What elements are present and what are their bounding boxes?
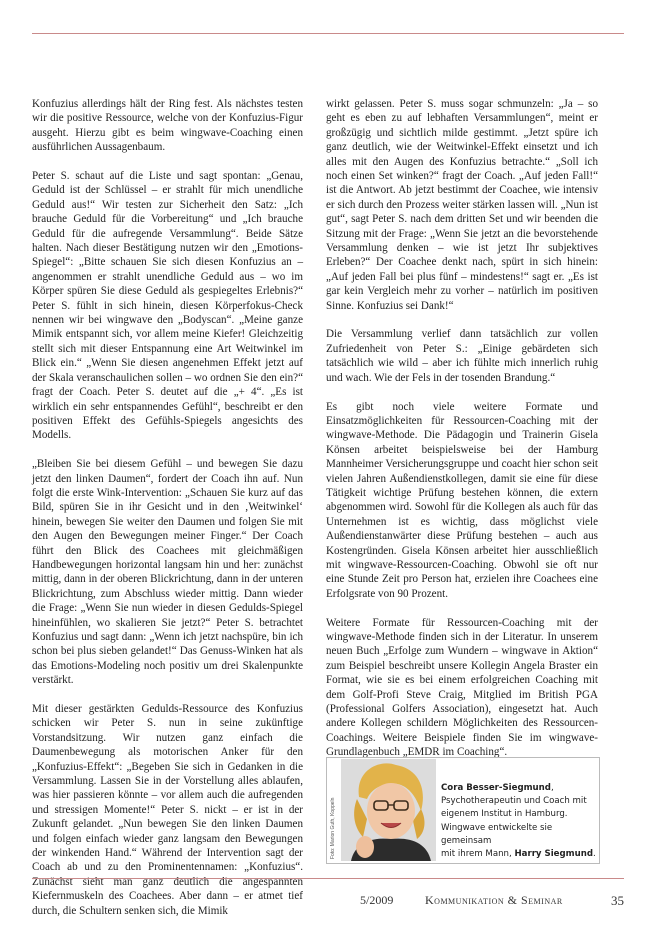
paragraph: Die Versammlung verlief dann tatsächlich zur vollen Zufriedenheit von Peter S.: „Einige gebärdeten sich tatsächlich wie wild – aber ich fühlte mich innerlich ruhig und wach. Wie der Fels in der tosenden Brandung.“ [326,328,598,384]
paragraph: Peter S. schaut auf die Liste und sagt spontan: „Genau, Geduld ist der Schlüssel – er strahlt für mich unendliche Geduld aus!“ Wir testen zur Sicherheit den Satz: „Ich brauche Geduld für die Vorbereitung“ und „Ich brauche Geduld für die aufregende Versammlung“. Beide Sätze halten. Nach dieser Bestätigung nutzen wir den „Emotions-Spiegel“: „Bitte schauen Sie sich diesen Konfuzius an – angenommen er strahlt unendliche Geduld aus – wo im Körper spüren Sie diese Geduld als gespiegeltes Erlebnis?“ Peter S. fühlt in sich hinein, diesen Körperfokus-Check nennen wir bei wingwave den „Bodyscan“. „Meine ganze Mimik entspannt sich, vor allem meine Kiefer! Gleichzeitig stellt sich mit dieser Entspannung eine Art Weitwinkel im Blick ein.“ „Wenn Sie diesen angenehmen Effekt jetzt auf der Skala veranschaulichen sollen – wo ordnen Sie den ein?“ fragt der Coach. Peter S. deutet auf die „+ 4“. „Es ist wirklich ein sehr entspannendes Gefühl“, beschreibt er den positiven Effekt des Gefühls-Spiegels angesichts des Modells. [32,170,303,442]
author-photo [341,759,436,861]
paragraph: Konfuzius allerdings hält der Ring fest. Als nächstes testen wir die positive Ressource, welche von der Konfuzius-Figur ausgeht. Hierzu gibt es beim wingwave-Coaching einen ausführlichen Aussagenbaum. [32,98,303,154]
paragraph: Weitere Formate für Ressourcen-Coaching mit der wingwave-Methode finden sich in der Literatur. In unserem neuen Buch „Erfolge zum Wundern – wingwave in Aktion“ zum Beispiel beschreibt unsere Kollegin Angela Braster ein Format, wie sie es bei einem erfolgreichen Coaching mit dem Golf-Profi Steve Craig, Mitglied im British PGA (Professional Golfers Association), eingesetzt hat. Auch andere Kollegen schildern Möglichkeiten des Ressourcen-Coachings. Weitere Beispiele finden Sie im wingwave-Grundlagenbuch „EMDR im Coaching“. [326,616,598,759]
paragraph: Mit dieser gestärkten Gedulds-Ressource des Konfuzius schicken wir Peter S. nun in seine zukünftige Vorstandsitzung. Wir nutzen ganz einfach die Daumenbewegung als motorischen Anker für den „Konfuzius-Effekt“: „Begeben Sie sich in Gedanken in die Versammlung. Lassen Sie in der Vorstellung alles ablaufen, was hier passieren könnte – vor allem auch die aufregenden und stressigen Momente!“ Peter S. nickt – er ist in der Zukunft gelandet. „Nun bewegen Sie den linken Daumen und folgen einfach wieder ganz langsam den Bewegungen der winkenden Hand.“ Während der Intervention sagt der Coach ab und zu den Prominentennamen: „Konfuzius“. Zunächst sieht man ganz deutlich die angespannten Kiefernmuskeln des Coachees. Aber dann – er atmet tief durch, die Schultern senken sich, die Mimik [32,703,303,917]
top-rule [32,33,624,34]
portrait-image [341,759,436,861]
publication-name: Kommunikation & Seminar [425,893,563,907]
bottom-rule [32,878,624,879]
left-column [32,97,303,933]
author-name: Cora Besser-Siegmund [441,783,551,793]
photo-credit: Foto: Marion Guth, Koppeln [330,797,336,859]
paragraph: „Bleiben Sie bei diesem Gefühl – und bewegen Sie dazu jetzt den linken Daumen“, fordert der Coach ihn auf. Nun folgt die erste Wink-Intervention: „Schauen Sie kurz auf das Bild, spüren Sie in ihr Gesicht und in den ‚Weitwinkel‘ hinein, bewegen Sie weiter den Daumen und folgen Sie mit den Augen den Bewegungen meiner Finger.“ Der Coach führt den Blick des Coachees mit gleichmäßigen Handbewegungen horizontal langsam hin und her: zunächst mittig, dann in der oberen Blickrichtung, dann in der unteren Blickrichtung, zum Abschluss wieder mittig. Dann wieder die Frage: „Wenn Sie nun wieder in diesen Gedulds-Spiegel hineinfühlen, wo skalieren Sie jetzt?“ Peter S. betrachtet Konfuzius und sagt dann: „Wenn ich jetzt nachspüre, bin ich schon bei plus sieben gelandet!“ Das Genuss-Winken hat als das Emotions-Modeling noch positiv um drei Skalenpunkte verstärkt. [32,458,303,687]
page-number: 35 [611,893,624,908]
author-bio-box [326,757,600,864]
bio-line: eigenem Institut in Hamburg. [441,809,568,820]
bio-line: Psychotherapeutin und Coach mit [441,796,587,807]
partner-name: Harry Siegmund [514,849,593,860]
author-bio-text: Cora Besser-Siegmund, Psychotherapeutin und Coach mit eigenem Institut in Hamburg. Wingwave entwickelte sie gemeinsam mit ihrem Mann, Harry Siegmund. [441,783,596,860]
paragraph: Es gibt noch viele weitere Formate und Einsatzmöglichkeiten für Ressourcen-Coaching mit der wingwave-Methode. Die Pädagogin und Trainerin Gisela Könsen arbeitet beispielsweise bei der Hamburg Mannheimer Versicherungsgruppe und coacht hier schon seit vielen Jahren Außendienstkollegen, damit sie eine für diese Tätigkeit wichtige Prüfung bestehen können, die extern abgenommen wird. Sowohl für die Kollegen als auch für das Unternehmen ist es wichtig, dass möglichst viele Außendienstanwärter diese Prüfung bestehen – auch aus Kostengründen. Gisela Könsen arbeitet hier ausschließlich mit wingwave-Ressourcen-Coaching. Obwohl sie oft nur eine Stunde Zeit pro Person hat, erzielen ihre Coachees eine Erfolgsrate von 90 Prozent. [326,400,598,600]
right-column [326,97,598,774]
paragraph: wirkt gelassen. Peter S. muss sogar schmunzeln: „Ja – so geht es eben zu auf lebhaften Versammlungen“, meint er großzügig und sichtlich milde gestimmt. „Jetzt spüre ich ganz deutlich, wie der Weitwinkel-Effekt einsetzt und ich alles mit den Augen des Konfuzius betrachte.“ „Soll ich noch einen Set winken?“ fragt der Coach. „Auf jeden Fall!“ ist die Antwort. Ab jetzt bestimmt der Coachee, wie intensiv er sich durch den Prozess weiter stärken lassen will. „Nun ist gut“, sagt Peter S. nach dem dritten Set und wir beenden die Sitzung mit der Frage: „Wenn Sie jetzt an die bevorstehende Versammlung denken – wie ist jetzt Ihr subjektives Erleben?“ Der Coachee denkt nach, spürt in sich hinein: „Auf jeden Fall bei plus fünf – mindestens!“ sagt er. „Es ist gar kein Vergleich mehr zu vorher – natürlich im positiven Sinne. Konfuzius sei Dank!“ [326,98,598,312]
bio-line: Wingwave entwickelte sie gemeinsam [441,822,553,846]
issue-number: 5/2009 [360,893,394,907]
